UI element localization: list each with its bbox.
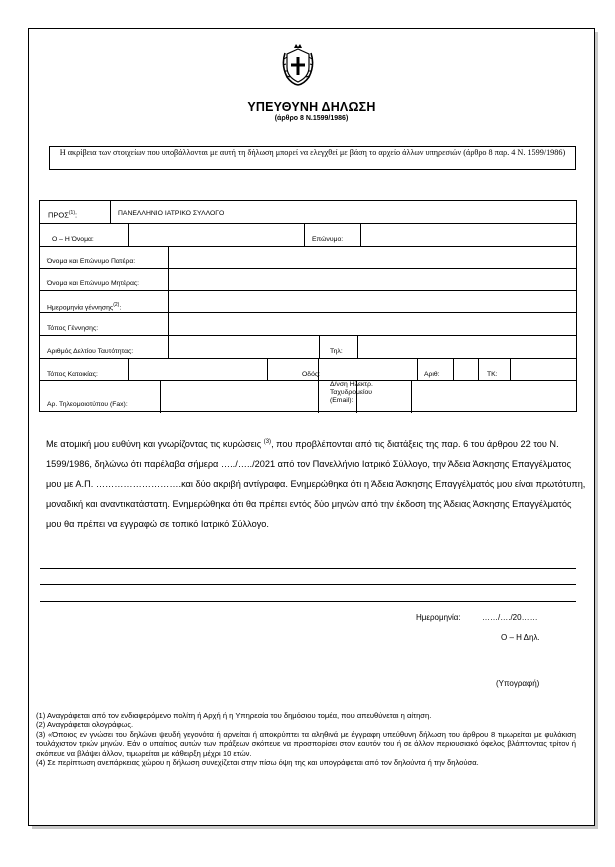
signature-label: (Υπογραφή) <box>496 679 540 688</box>
document-page <box>28 28 595 826</box>
surname-label: Επώνυμο: <box>312 236 344 243</box>
id-number-label: Αριθμός Δελτίου Ταυτότητας: <box>47 348 134 355</box>
to-label: ΠΡΟΣ$^{(1)}$: <box>48 210 78 220</box>
page-shadow-right <box>595 32 598 829</box>
footnotes <box>36 711 576 767</box>
mother-name-label: Όνομα και Επώνυμο Μητέρας: <box>47 280 140 287</box>
postcode-label: ΤΚ: <box>487 371 498 378</box>
continuation-line <box>40 568 576 569</box>
birthplace-label: Τόπος Γέννησης: <box>47 325 99 332</box>
birthdate-label: Ημερομηνία γέννησης$^{(2)}$: <box>47 302 122 312</box>
email-label: Δ/νση Ηλεκτρ. Ταχυδρομείου (Email): <box>330 381 373 404</box>
continuation-line <box>40 584 576 585</box>
footnote: (3) «Όποιος εν γνώσει του δηλώνει ψευδή γεγονότα ή αρνείται ή αποκρύπτει τα αληθινά με έγγραφη υπεύθυνη δήλωση του άρθρου 8 τιμωρείται με φυλάκιση τουλάχιστον τριών μηνών. Εάν ο υπαίτιος αυτών των πράξεων σκόπευε να προσπορίσει στον εαυτόν του ή σε άλλον περιουσιακό όφελος βλάπτοντας τρίτον ή σκόπευε να βλάψει άλλον, τιμωρείται με κάθειρξη μέχρι 10 ετών. <box>36 729 576 758</box>
street-label: Οδός: <box>302 371 321 378</box>
continuation-line <box>40 601 576 602</box>
name-label: Ο – Η Όνομα: <box>52 236 94 243</box>
declarant-label: Ο – Η Δηλ. <box>501 633 540 642</box>
notice-box: Η ακρίβεια των στοιχείων που υποβάλλονται με αυτή τη δήλωση μπορεί να ελεγχθεί με βάση το αρχείο άλλων υπηρεσιών (άρθρο 8 παρ. 4 Ν. 1599/1986) <box>49 146 576 170</box>
date-value: ……/…./20…… <box>482 613 538 622</box>
footnote: (2) Αναγράφεται ολογράφως. <box>36 720 134 730</box>
fax-label: Αρ. Τηλεομοιοτύπου (Fax): <box>47 401 128 408</box>
residence-label: Τόπος Κατοικίας: <box>47 371 98 378</box>
to-value: ΠΑΝΕΛΛΗΝΙΟ ΙΑΤΡΙΚΟ ΣΥΛΛΟΓΟ <box>118 210 225 217</box>
date-label: Ημερομηνία: <box>416 613 461 622</box>
declaration-text: Με ατομική μου ευθύνη και γνωρίζοντας τις κυρώσεις $^{(3)}$, που προβλέπονται από τις διατάξεις της παρ. 6 του άρθρου 22 του Ν. 1599/1986, δηλώνω ότι παρέλαβα σήμερα …../…../2021 από τον Πανελλήνιο Ιατρικό Σύλλογο, την Άδεια Άσκησης Επαγγέλματος μου με Α.Π. ……………………….και δύο ακριβή αντίγραφα. Ενημερώθηκα ότι η Άδεια Άσκησης Επαγγέλματός μου είναι πρωτότυπη, μοναδική και αναντικατάστατη. Ενημερώθηκα ότι θα πρέπει εντός δύο μηνών από την έκδοση της Άδειας Άσκησης Επαγγέλματός μου θα πρέπει να εγγραφώ σε τοπικό Ιατρικό Σύλλογο. <box>46 439 586 530</box>
greek-coat-of-arms-icon <box>281 43 315 87</box>
page-shadow-bottom <box>32 826 598 829</box>
father-name-label: Όνομα και Επώνυμο Πατέρα: <box>47 258 136 265</box>
page-subtitle: (άρθρο 8 Ν.1599/1986) <box>274 115 349 122</box>
footnote: (4) Σε περίπτωση ανεπάρκειας χώρου η δήλωση συνεχίζεται στην πίσω όψη της και υπογράφεται από τον δηλούντα ή την δηλούσα. <box>36 758 479 768</box>
page-title: ΥΠΕΥΘΥΝΗ ΔΗΛΩΣΗ <box>247 100 376 114</box>
footnote: (1) Αναγράφεται από τον ενδιαφερόμενο πολίτη ή Αρχή ή η Υπηρεσία του δημόσιου τομέα, που απευθύνεται η αίτηση. <box>36 711 432 720</box>
phone-label: Τηλ: <box>330 348 343 355</box>
declarant-form <box>39 200 577 412</box>
street-number-label: Αριθ: <box>424 371 440 378</box>
